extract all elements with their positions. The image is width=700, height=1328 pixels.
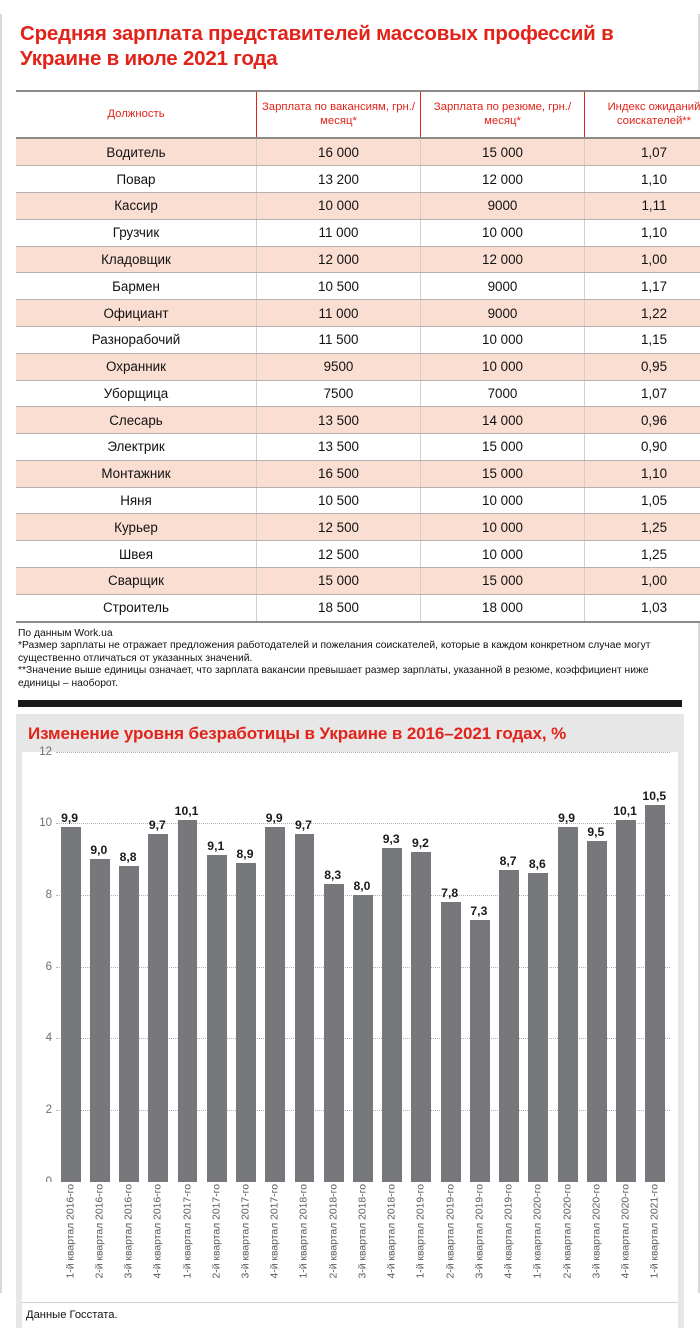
bar-value-label: 8,9 — [237, 847, 254, 861]
x-axis-label-column — [465, 1182, 494, 1302]
cell-vacancy-salary: 15 000 — [257, 567, 421, 594]
bar-value-label: 9,1 — [207, 839, 224, 853]
cell-vacancy-salary: 16 500 — [257, 460, 421, 487]
bar — [616, 820, 636, 1182]
bar — [178, 820, 198, 1182]
bar-column — [641, 752, 670, 1182]
bar-column — [231, 752, 260, 1182]
table-row — [16, 460, 700, 487]
x-axis-label-column — [319, 1182, 348, 1302]
column-header-vacancy-salary: Зарплата по вакансиям, грн./месяц* — [257, 91, 421, 138]
x-axis-label-column — [641, 1182, 670, 1302]
table-row — [16, 567, 700, 594]
bar — [90, 859, 110, 1182]
note-asterisk-two: **Значение выше единицы означает, что зарплата вакансии превышает размер зарплаты, указанной в резюме, коэффициент ниже единицы – наоборот. — [18, 665, 682, 690]
bar-value-label: 9,9 — [266, 811, 283, 825]
table-row — [16, 407, 700, 434]
note-asterisk-one: *Размер зарплаты не отражает предложения работодателей и пожелания соискателей, которые в каждом конкретном случае могут существенно отличаться от указанных значений. — [18, 640, 682, 665]
column-header-resume-salary: Зарплата по резюме, грн./месяц* — [421, 91, 585, 138]
bar-column — [407, 752, 436, 1182]
cell-position: Официант — [16, 300, 257, 327]
cell-position: Электрик — [16, 434, 257, 461]
bar — [119, 866, 139, 1181]
x-axis-label-column — [85, 1182, 114, 1302]
table-row — [16, 487, 700, 514]
cell-resume-salary: 9000 — [421, 193, 585, 220]
cell-resume-salary: 12 000 — [421, 166, 585, 193]
bar-value-label: 8,6 — [529, 857, 546, 871]
cell-expectation-index: 1,10 — [585, 219, 700, 246]
bar — [353, 895, 373, 1182]
x-axis-label-column — [56, 1182, 85, 1302]
x-axis-tick-label: 1-й квартал 2018-го — [299, 1184, 310, 1279]
cell-resume-salary: 10 000 — [421, 487, 585, 514]
cell-position: Кладовщик — [16, 246, 257, 273]
column-header-expectation-index: Индекс ожиданий соискателей** — [585, 91, 700, 138]
cell-resume-salary: 9000 — [421, 273, 585, 300]
bar — [382, 848, 402, 1181]
x-axis-label-column — [495, 1182, 524, 1302]
chart-bars — [56, 752, 670, 1182]
bar — [558, 827, 578, 1182]
cell-resume-salary: 7000 — [421, 380, 585, 407]
cell-expectation-index: 1,05 — [585, 487, 700, 514]
cell-resume-salary: 10 000 — [421, 326, 585, 353]
x-axis-label-column — [582, 1182, 611, 1302]
cell-expectation-index: 0,95 — [585, 353, 700, 380]
y-axis-tick-label: 6 — [46, 961, 52, 973]
bar-value-label: 9,5 — [587, 825, 604, 839]
bar-column — [495, 752, 524, 1182]
table-row — [16, 273, 700, 300]
cell-position: Повар — [16, 166, 257, 193]
bar-column — [611, 752, 640, 1182]
x-axis-tick-label: 3-й квартал 2018-го — [357, 1184, 368, 1279]
cell-expectation-index: 1,22 — [585, 300, 700, 327]
x-axis-label-column — [173, 1182, 202, 1302]
cell-resume-salary: 9000 — [421, 300, 585, 327]
table-row — [16, 326, 700, 353]
x-axis-tick-label: 3-й квартал 2020-го — [591, 1184, 602, 1279]
cell-vacancy-salary: 18 500 — [257, 594, 421, 621]
cell-expectation-index: 0,90 — [585, 434, 700, 461]
bar-value-label: 7,3 — [470, 904, 487, 918]
x-axis-tick-label: 2-й квартал 2018-го — [328, 1184, 339, 1279]
cell-expectation-index: 1,07 — [585, 380, 700, 407]
cell-vacancy-salary: 12 500 — [257, 541, 421, 568]
x-axis-tick-label: 4-й квартал 2019-го — [504, 1184, 515, 1279]
x-axis-label-column — [553, 1182, 582, 1302]
cell-vacancy-salary: 12 000 — [257, 246, 421, 273]
bar-column — [85, 752, 114, 1182]
table-row — [16, 541, 700, 568]
bar — [295, 834, 315, 1182]
y-axis-tick-label: 4 — [46, 1032, 52, 1044]
x-axis-tick-label: 2-й квартал 2016-го — [94, 1184, 105, 1279]
bar-value-label: 8,8 — [120, 850, 137, 864]
cell-position: Строитель — [16, 594, 257, 621]
cell-position: Охранник — [16, 353, 257, 380]
bar — [265, 827, 285, 1182]
cell-vacancy-salary: 11 000 — [257, 219, 421, 246]
bar-value-label: 10,1 — [613, 804, 637, 818]
chart-title: Изменение уровня безработицы в Украине в 2016–2021 годах, % — [16, 714, 684, 752]
x-axis-tick-label: 4-й квартал 2020-го — [621, 1184, 632, 1279]
cell-resume-salary: 14 000 — [421, 407, 585, 434]
chart-plot-area — [22, 752, 678, 1182]
bar-column — [290, 752, 319, 1182]
bar-value-label: 9,9 — [61, 811, 78, 825]
x-axis-label-column — [611, 1182, 640, 1302]
table-notes — [2, 623, 698, 691]
cell-resume-salary: 18 000 — [421, 594, 585, 621]
y-axis-tick-label: 10 — [39, 817, 52, 829]
bar — [528, 873, 548, 1181]
bar-column — [173, 752, 202, 1182]
cell-vacancy-salary: 13 200 — [257, 166, 421, 193]
table-row — [16, 353, 700, 380]
x-axis-tick-label: 1-й квартал 2020-го — [533, 1184, 544, 1279]
cell-vacancy-salary: 12 500 — [257, 514, 421, 541]
cell-position: Разнорабочий — [16, 326, 257, 353]
x-axis-tick-label: 2-й квартал 2020-го — [562, 1184, 573, 1279]
bar — [207, 855, 227, 1181]
chart-source-note: Данные Госстата. — [22, 1302, 678, 1328]
x-axis-label-column — [144, 1182, 173, 1302]
cell-resume-salary: 15 000 — [421, 138, 585, 165]
x-axis-tick-label: 4-й квартал 2016-го — [153, 1184, 164, 1279]
cell-expectation-index: 1,11 — [585, 193, 700, 220]
cell-position: Швея — [16, 541, 257, 568]
cell-resume-salary: 15 000 — [421, 567, 585, 594]
table-row — [16, 219, 700, 246]
cell-position: Сварщик — [16, 567, 257, 594]
unemployment-chart-block — [16, 714, 684, 1328]
table-header — [16, 91, 700, 138]
salary-table-container — [2, 90, 698, 622]
x-axis-tick-label: 2-й квартал 2019-го — [445, 1184, 456, 1279]
table-row — [16, 380, 700, 407]
cell-expectation-index: 0,96 — [585, 407, 700, 434]
cell-expectation-index: 1,25 — [585, 541, 700, 568]
cell-position: Уборщица — [16, 380, 257, 407]
bar-column — [348, 752, 377, 1182]
table-header-row — [16, 91, 700, 138]
cell-expectation-index: 1,17 — [585, 273, 700, 300]
bar-column — [465, 752, 494, 1182]
bar — [324, 884, 344, 1181]
cell-vacancy-salary: 11 000 — [257, 300, 421, 327]
cell-position: Курьер — [16, 514, 257, 541]
bar-value-label: 10,5 — [642, 789, 666, 803]
chart-x-axis — [22, 1182, 678, 1302]
cell-expectation-index: 1,03 — [585, 594, 700, 621]
x-axis-label-column — [524, 1182, 553, 1302]
y-axis-tick-label: 12 — [39, 746, 52, 758]
bar — [645, 805, 665, 1181]
cell-position: Грузчик — [16, 219, 257, 246]
column-header-position: Должность — [16, 91, 257, 138]
cell-resume-salary: 10 000 — [421, 353, 585, 380]
cell-expectation-index: 1,00 — [585, 567, 700, 594]
x-axis-label-column — [378, 1182, 407, 1302]
cell-expectation-index: 1,10 — [585, 460, 700, 487]
cell-vacancy-salary: 10 500 — [257, 487, 421, 514]
cell-vacancy-salary: 9500 — [257, 353, 421, 380]
bar-value-label: 9,3 — [383, 832, 400, 846]
cell-resume-salary: 15 000 — [421, 434, 585, 461]
bar-column — [436, 752, 465, 1182]
bar-column — [524, 752, 553, 1182]
bar — [61, 827, 81, 1182]
x-axis-tick-label: 4-й квартал 2017-го — [270, 1184, 281, 1279]
bar — [470, 920, 490, 1182]
cell-expectation-index: 1,00 — [585, 246, 700, 273]
y-axis-tick-label: 2 — [46, 1104, 52, 1116]
bar-value-label: 9,9 — [558, 811, 575, 825]
bar-value-label: 9,2 — [412, 836, 429, 850]
bar-value-label: 9,7 — [149, 818, 166, 832]
bar — [441, 902, 461, 1182]
x-axis-tick-label: 1-й квартал 2019-го — [416, 1184, 427, 1279]
salary-table — [16, 90, 700, 622]
bar-value-label: 9,7 — [295, 818, 312, 832]
bar-value-label: 10,1 — [175, 804, 199, 818]
bar-column — [56, 752, 85, 1182]
bar-column — [319, 752, 348, 1182]
x-axis-tick-label: 2-й квартал 2017-го — [211, 1184, 222, 1279]
cell-position: Кассир — [16, 193, 257, 220]
x-axis-label-column — [114, 1182, 143, 1302]
cell-expectation-index: 1,07 — [585, 138, 700, 165]
table-row — [16, 434, 700, 461]
x-axis-label-column — [261, 1182, 290, 1302]
cell-resume-salary: 10 000 — [421, 514, 585, 541]
bar-value-label: 8,7 — [500, 854, 517, 868]
cell-vacancy-salary: 10 000 — [257, 193, 421, 220]
bar-value-label: 8,0 — [353, 879, 370, 893]
bar — [411, 852, 431, 1182]
bar — [499, 870, 519, 1182]
cell-resume-salary: 10 000 — [421, 541, 585, 568]
cell-vacancy-salary: 13 500 — [257, 434, 421, 461]
table-row — [16, 246, 700, 273]
x-axis-label-column — [348, 1182, 377, 1302]
bar-column — [378, 752, 407, 1182]
bar-value-label: 9,0 — [90, 843, 107, 857]
bar-column — [553, 752, 582, 1182]
cell-position: Монтажник — [16, 460, 257, 487]
infographic-page — [0, 14, 700, 1293]
x-axis-label-column — [231, 1182, 260, 1302]
table-row — [16, 138, 700, 165]
x-axis-tick-label: 3-й квартал 2019-го — [474, 1184, 485, 1279]
cell-resume-salary: 15 000 — [421, 460, 585, 487]
table-row — [16, 300, 700, 327]
table-row — [16, 514, 700, 541]
x-axis-tick-label: 1-й квартал 2021-го — [650, 1184, 661, 1279]
cell-expectation-index: 1,15 — [585, 326, 700, 353]
bar-value-label: 8,3 — [324, 868, 341, 882]
cell-position: Няня — [16, 487, 257, 514]
note-source: По данным Work.ua — [18, 628, 682, 641]
table-body — [16, 138, 700, 621]
x-axis-label-column — [436, 1182, 465, 1302]
chart-y-axis — [22, 752, 56, 1182]
cell-vacancy-salary: 10 500 — [257, 273, 421, 300]
cell-position: Водитель — [16, 138, 257, 165]
bar — [148, 834, 168, 1182]
cell-vacancy-salary: 11 500 — [257, 326, 421, 353]
x-axis-tick-label: 3-й квартал 2016-го — [124, 1184, 135, 1279]
cell-position: Бармен — [16, 273, 257, 300]
table-row — [16, 193, 700, 220]
x-axis-tick-label: 1-й квартал 2016-го — [65, 1184, 76, 1279]
cell-resume-salary: 12 000 — [421, 246, 585, 273]
x-axis-label-column — [202, 1182, 231, 1302]
cell-vacancy-salary: 7500 — [257, 380, 421, 407]
x-axis-label-column — [290, 1182, 319, 1302]
x-axis-tick-label: 3-й квартал 2017-го — [241, 1184, 252, 1279]
bar-column — [114, 752, 143, 1182]
bar-column — [582, 752, 611, 1182]
bar-column — [202, 752, 231, 1182]
cell-expectation-index: 1,10 — [585, 166, 700, 193]
x-axis-label-column — [407, 1182, 436, 1302]
bar — [236, 863, 256, 1182]
bar-value-label: 7,8 — [441, 886, 458, 900]
table-row — [16, 594, 700, 621]
bar-column — [144, 752, 173, 1182]
cell-expectation-index: 1,25 — [585, 514, 700, 541]
cell-vacancy-salary: 16 000 — [257, 138, 421, 165]
page-title: Средняя зарплата представителей массовых профессий в Украине в июле 2021 года — [2, 14, 698, 77]
section-divider-bar — [18, 700, 682, 707]
x-axis-tick-label: 4-й квартал 2018-го — [387, 1184, 398, 1279]
cell-position: Слесарь — [16, 407, 257, 434]
y-axis-tick-label: 8 — [46, 889, 52, 901]
cell-resume-salary: 10 000 — [421, 219, 585, 246]
bar-column — [261, 752, 290, 1182]
cell-vacancy-salary: 13 500 — [257, 407, 421, 434]
x-axis-tick-label: 1-й квартал 2017-го — [182, 1184, 193, 1279]
table-row — [16, 166, 700, 193]
bar — [587, 841, 607, 1181]
